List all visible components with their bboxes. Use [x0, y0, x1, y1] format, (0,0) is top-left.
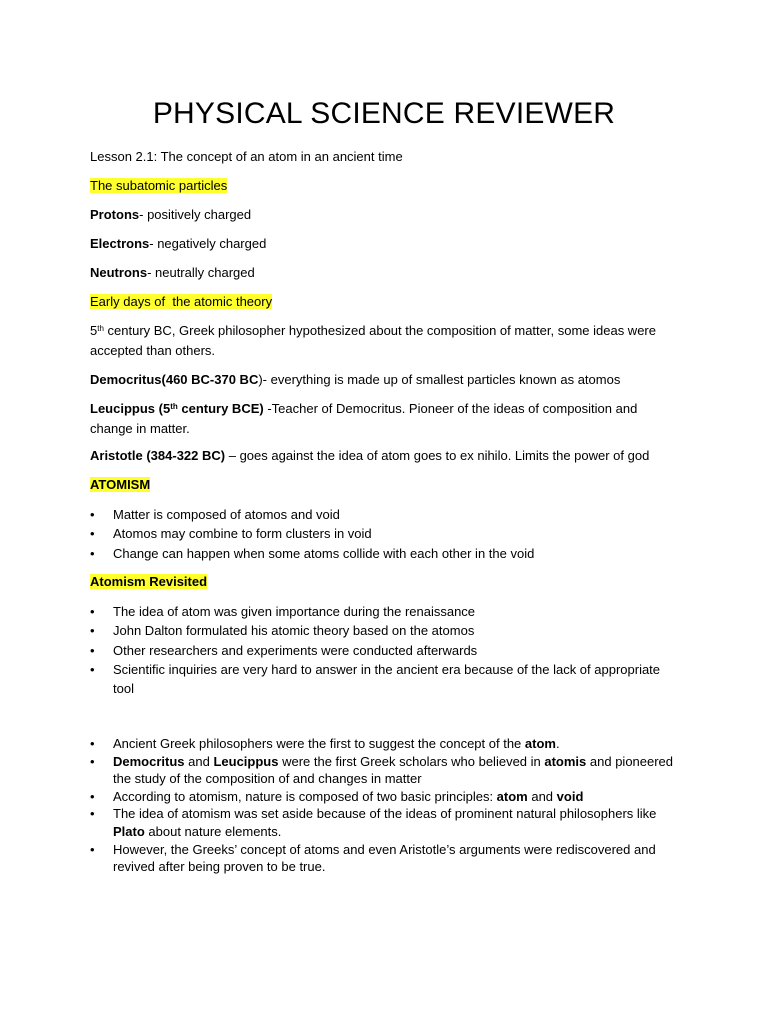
democritus-line: [90, 370, 680, 390]
lesson-line: Lesson 2.1: The concept of an atom in an ancient time: [90, 149, 403, 164]
summary-text: Ancient Greek philosophers were the first to suggest the concept of the: [113, 736, 525, 751]
revisited-heading-text: Atomism Revisited: [90, 574, 208, 589]
electrons-line: [90, 234, 680, 254]
revisited-list: [90, 602, 680, 698]
protons-term: Protons: [90, 207, 140, 222]
list-item: • Matter is composed of atomos and void: [90, 505, 680, 524]
atomism-list: [90, 505, 680, 563]
early-days-heading: [90, 292, 680, 312]
atomism-heading-text: ATOMISM: [90, 477, 151, 492]
leucippus-line: [90, 399, 680, 439]
electrons-term: Electrons: [90, 236, 150, 251]
summary-text: and pioneered the study of the composition of and changes in matter: [113, 753, 674, 787]
summary-bold: atom: [496, 788, 528, 804]
summary-bold: atomis: [544, 753, 587, 769]
summary-text: and: [527, 788, 557, 804]
leucippus-term-b: century BCE): [177, 401, 264, 416]
leucippus-term: [90, 401, 264, 416]
summary-text: were the first Greek scholars who believed in: [278, 753, 545, 769]
summary-text: about nature elements.: [144, 823, 282, 839]
leucippus-desc: -Teacher of Democritus. Pioneer of the ideas of composition and change in matter.: [90, 401, 638, 436]
revisited-heading: [90, 572, 680, 592]
early-days-intro: [90, 321, 680, 361]
list-item: • Scientific inquiries are very hard to answer in the ancient era because of the lack of appropriate tool: [90, 660, 680, 699]
summary-bold: Leucippus: [213, 753, 279, 769]
list-item: • John Dalton formulated his atomic theory based on the atomos: [90, 621, 680, 640]
list-item: • However, the Greeks’ concept of atoms and even Aristotle’s arguments were rediscovered and revived after being proven to be true.: [90, 841, 680, 876]
list-item: • Atomos may combine to form clusters in void: [90, 524, 680, 543]
protons-desc: - positively charged: [139, 207, 252, 222]
democritus-term: Democritus(460 BC-370 BC: [90, 372, 259, 387]
summary-bold: atom: [524, 736, 556, 751]
intro-text: century BC, Greek philosopher hypothesized about the composition of matter, some ideas were accepted than others.: [90, 323, 656, 358]
intro-century-suffix: th: [97, 324, 104, 333]
neutrons-desc: - neutrally charged: [147, 265, 255, 280]
intro-century-number: 5: [90, 323, 98, 338]
leucippus-term-a: Leucippus (5: [90, 401, 171, 416]
neutrons-line: [90, 263, 680, 283]
neutrons-term: Neutrons: [90, 265, 148, 280]
aristotle-term: Aristotle (384-322 BC): [90, 448, 226, 463]
list-item: [90, 805, 680, 840]
summary-text: According to atomism, nature is composed of two basic principles:: [113, 788, 497, 804]
early-days-heading-text: Early days of the atomic theory: [90, 294, 273, 309]
summary-bold: Plato: [113, 823, 145, 839]
summary-text: The idea of atomism was set aside because of the ideas of prominent natural philosophers like: [113, 806, 657, 822]
summary-text: and: [184, 753, 214, 769]
list-item: [90, 753, 680, 788]
summary-bold: void: [556, 788, 584, 804]
summary-text: .: [555, 736, 560, 751]
list-item: • The idea of atom was given importance during the renaissance: [90, 602, 680, 621]
subatomic-heading-text: The subatomic particles: [90, 178, 228, 193]
protons-line: [90, 205, 680, 225]
page-title: PHYSICAL SCIENCE REVIEWER: [152, 97, 616, 130]
atomism-heading: [90, 475, 680, 495]
aristotle-desc: – goes against the idea of atom goes to ex nihilo. Limits the power of god: [225, 448, 650, 463]
aristotle-line: [90, 446, 680, 466]
list-item: • Other researchers and experiments were conducted afterwards: [90, 641, 680, 660]
summary-bold: Democritus: [113, 753, 185, 769]
subatomic-heading: [90, 176, 680, 196]
list-item: • Change can happen when some atoms collide with each other in the void: [90, 544, 680, 563]
leucippus-sup: th: [170, 402, 178, 411]
list-item: [90, 788, 680, 806]
summary-list: [90, 735, 680, 876]
electrons-desc: - negatively charged: [149, 236, 267, 251]
list-item: [90, 735, 680, 753]
democritus-desc: )- everything is made up of smallest particles known as atomos: [258, 372, 621, 387]
